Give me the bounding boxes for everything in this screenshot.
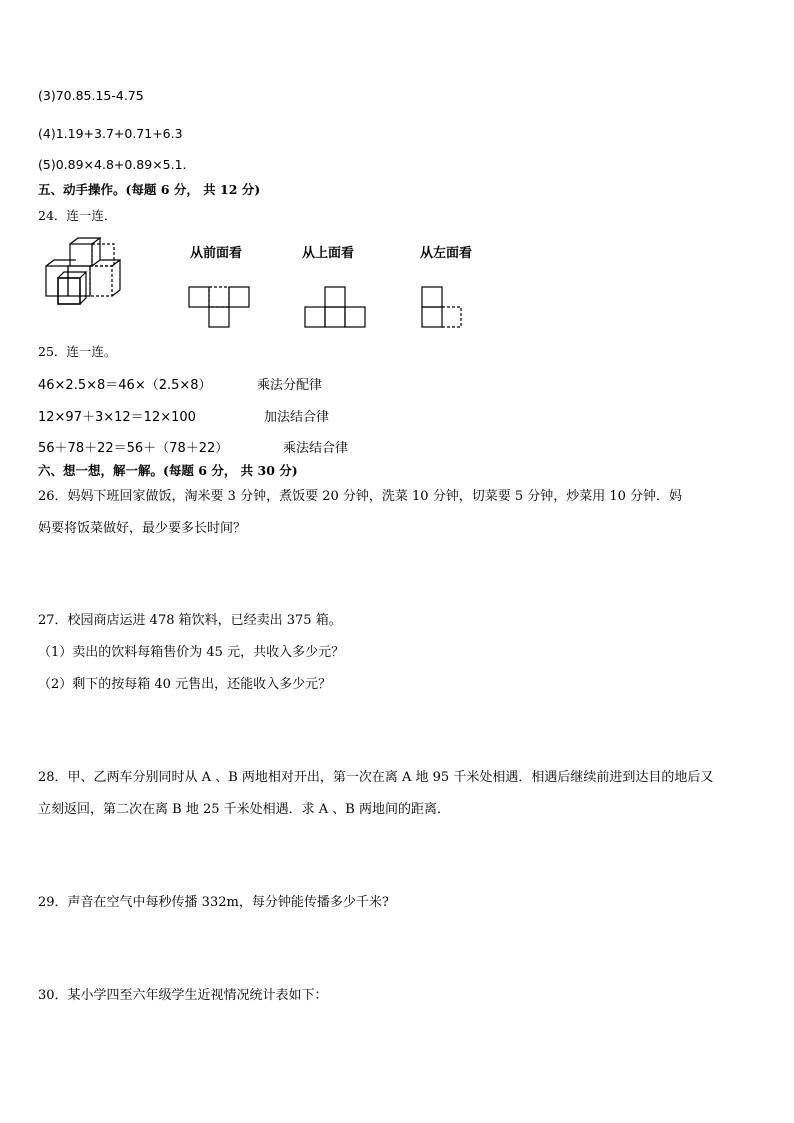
q25-law-1[interactable]: 乘法分配律 xyxy=(257,378,323,393)
q25-expression-3[interactable]: 56＋78＋22＝56＋（78＋22） xyxy=(38,441,229,456)
view-shape-inverted-t[interactable] xyxy=(304,286,366,330)
q27-line-1: 27．校园商店运进 478 箱饮料，已经卖出 375 箱。 xyxy=(38,613,342,628)
view-shape-column[interactable] xyxy=(421,286,465,330)
section-5-heading: 五、动手操作。(每题 6 分， 共 12 分) xyxy=(38,182,261,197)
q28-line-2: 立刻返回，第二次在离 B 地 25 千米处相遇．求 A 、B 两地间的距离． xyxy=(38,802,450,817)
q27-line-3: （2）剩下的按每箱 40 元售出，还能收入多少元？ xyxy=(38,677,332,692)
q30-text: 30．某小学四至六年级学生近视情况统计表如下： xyxy=(38,988,328,1003)
q24-prompt: 24．连一连． xyxy=(38,208,117,223)
q23-item-5: (5)0.89×4.8+0.89×5.1. xyxy=(38,157,187,172)
q27-line-2: （1）卖出的饮料每箱售价为 45 元，共收入多少元？ xyxy=(38,645,345,660)
section-6-heading: 六、想一想，解一解。(每题 6 分， 共 30 分) xyxy=(38,463,298,478)
view-shape-t[interactable] xyxy=(188,286,250,330)
q26-line-2: 妈要将饭菜做好，最少要多长时间？ xyxy=(38,521,247,536)
q28-line-1: 28．甲、乙两车分别同时从 A 、B 两地相对开出，第一次在离 A 地 95 千米处相遇．相遇后继续前进到达目的地后又 xyxy=(38,770,714,785)
q23-item-3: (3)70.85.15-4.75 xyxy=(38,88,144,103)
cube-stack-figure xyxy=(40,238,140,306)
view-label-top: 从上面看 xyxy=(302,246,355,261)
q26-line-1: 26．妈妈下班回家做饭，淘米要 3 分钟，煮饭要 20 分钟，洗菜 10 分钟，切菜要 5 分钟，炒菜用 10 分钟．妈 xyxy=(38,489,683,504)
view-label-front: 从前面看 xyxy=(190,246,243,261)
q25-expression-1[interactable]: 46×2.5×8＝46×（2.5×8） xyxy=(38,378,212,393)
q23-item-4: (4)1.19+3.7+0.71+6.3 xyxy=(38,126,183,141)
q25-prompt: 25．连一连。 xyxy=(38,344,117,359)
q25-expression-2[interactable]: 12×97＋3×12＝12×100 xyxy=(38,410,196,425)
q25-law-2[interactable]: 加法结合律 xyxy=(264,410,330,425)
view-label-left: 从左面看 xyxy=(420,246,473,261)
q25-law-3[interactable]: 乘法结合律 xyxy=(283,441,349,456)
q29-text: 29．声音在空气中每秒传播 332m，每分钟能传播多少千米? xyxy=(38,895,389,910)
